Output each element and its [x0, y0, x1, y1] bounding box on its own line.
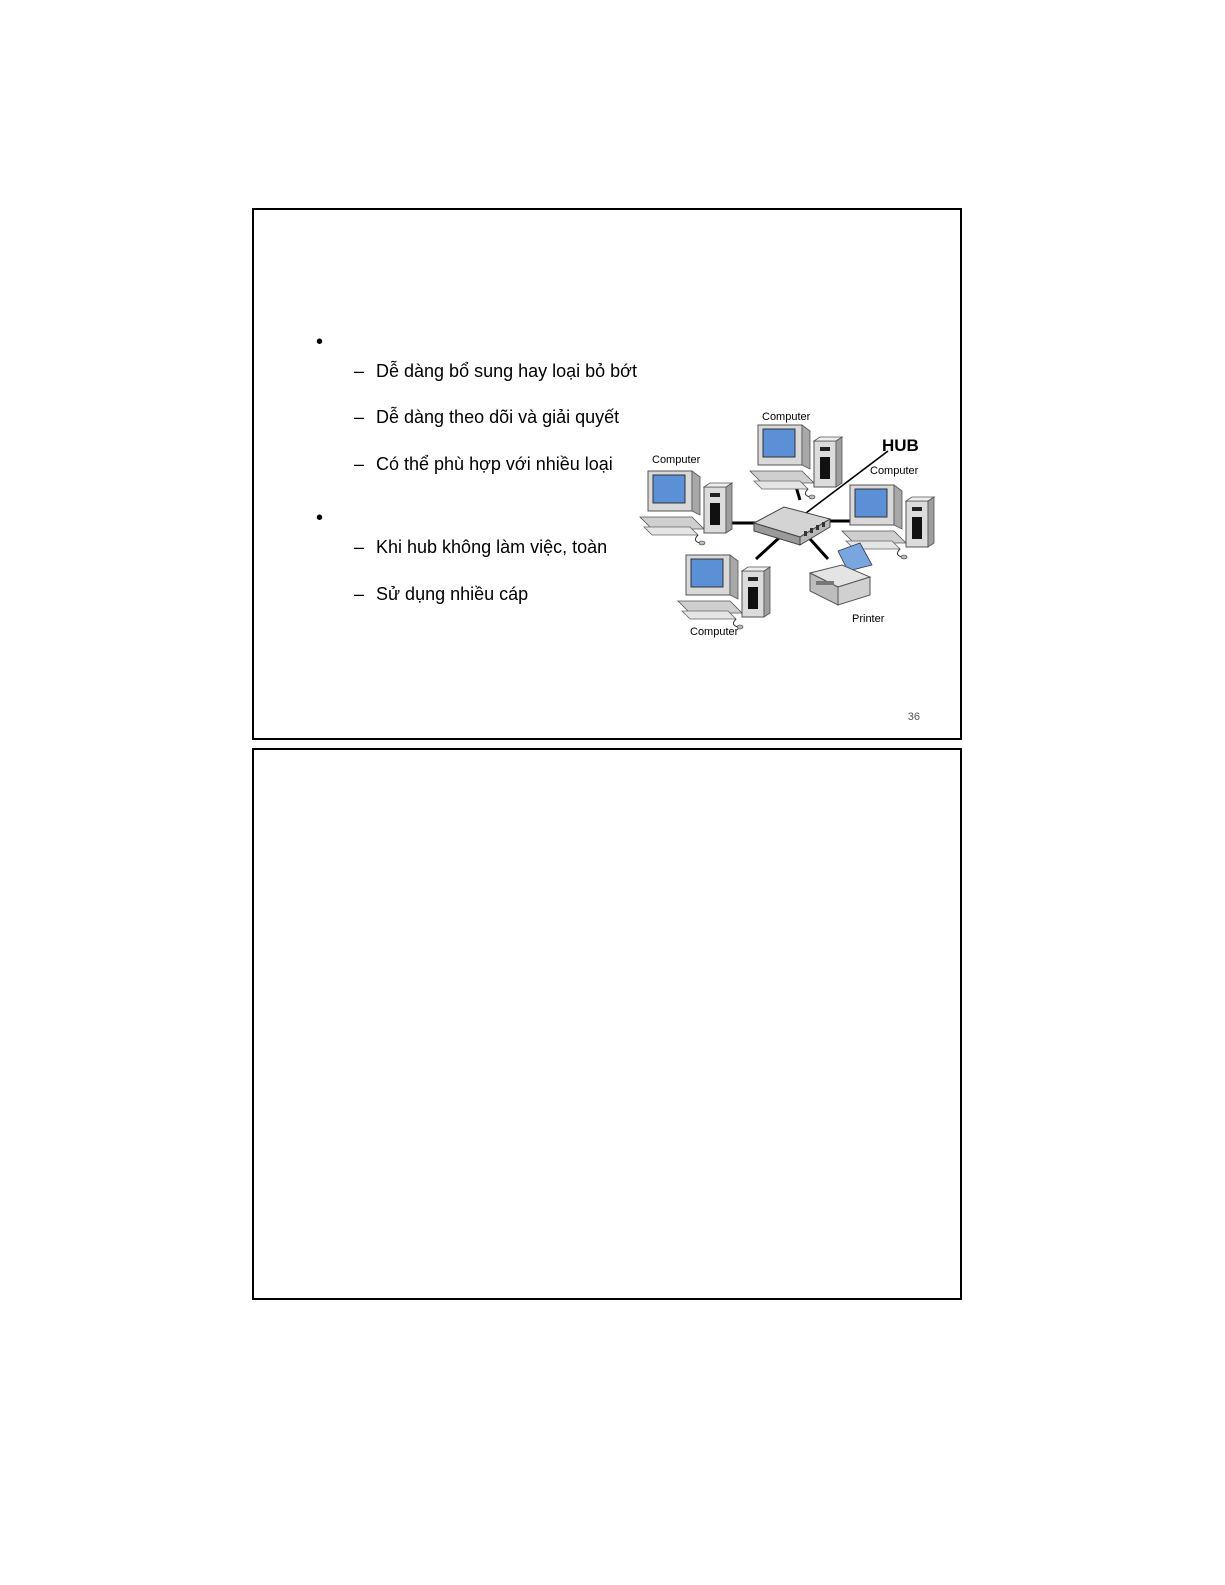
- cable-printer: [810, 539, 828, 559]
- slide-36: [252, 208, 962, 740]
- dash: –: [354, 407, 365, 427]
- sub-item-text: Có thể phù hợp với nhiều loại: [376, 454, 613, 474]
- label-computer-left: Computer: [652, 454, 701, 466]
- dash: –: [354, 454, 365, 474]
- sub-item-text: Khi hub không làm việc, toàn: [376, 537, 608, 557]
- sub-item-add-remove: [354, 360, 637, 382]
- computer-bottom: [678, 555, 770, 629]
- label-printer: Printer: [852, 613, 885, 625]
- page-number: 36: [907, 711, 920, 723]
- printer-device: [810, 543, 872, 605]
- dash: –: [354, 361, 365, 381]
- slide-blank: [252, 748, 962, 1300]
- star-topology-diagram: [634, 395, 944, 645]
- sub-item-text: Dễ dàng bổ sung hay loại bỏ bớt: [376, 361, 637, 381]
- label-computer-right: Computer: [870, 465, 919, 477]
- hub-device: [754, 507, 830, 545]
- sub-item-text: Sử dụng nhiều cáp: [376, 584, 529, 604]
- label-computer-top: Computer: [762, 411, 811, 423]
- bullet-disadvantages: •: [316, 507, 324, 529]
- label-hub: HUB: [882, 436, 919, 455]
- dash: –: [354, 537, 365, 557]
- sub-item-many-cables: [354, 583, 528, 605]
- sub-item-compatible: [354, 453, 613, 475]
- dash: –: [354, 584, 365, 604]
- cable-bottom-left: [756, 537, 780, 559]
- sub-item-monitor: [354, 406, 619, 428]
- label-computer-bottom: Computer: [690, 626, 739, 638]
- sub-item-hub-failure: [354, 536, 607, 558]
- computer-left: [640, 471, 732, 545]
- bullet-advantages: •: [316, 331, 324, 353]
- sub-item-text: Dễ dàng theo dõi và giải quyết: [376, 407, 620, 427]
- computer-top: [750, 425, 842, 499]
